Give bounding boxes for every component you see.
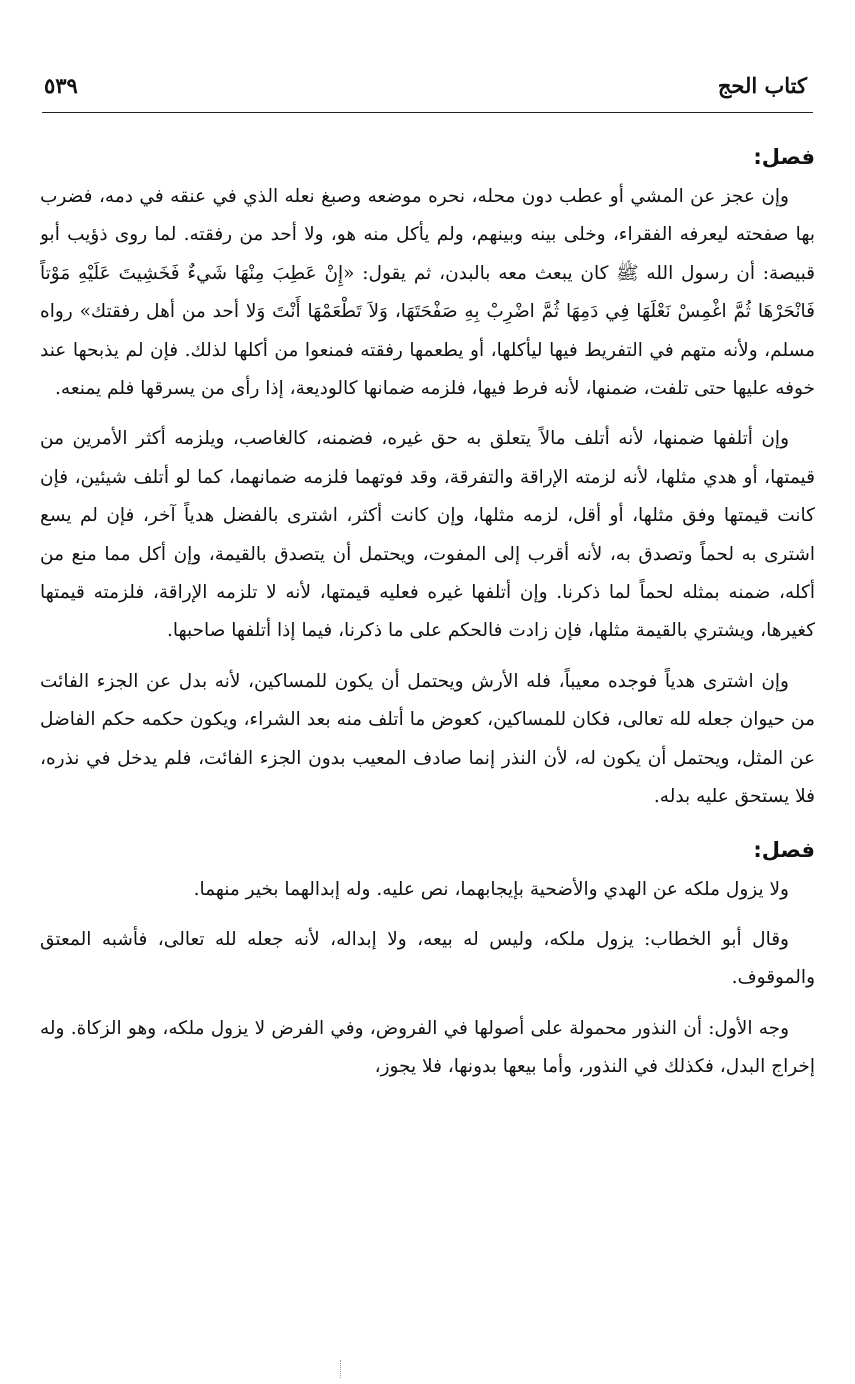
paragraph-4: ولا يزول ملكه عن الهدي والأضحية بإيجابهما، نص عليه. وله إبدالهما بخير منهما. (193, 878, 789, 900)
paragraph-3: وإن اشترى هدياً فوجده معيباً، فله الأرش ويحتمل أن يكون للمساكين، لأنه بدل عن الجزء الفائت من حيوان جعله لله تعالى، فكان للمساكين، كعوض ما أتلف منه بعد الشراء، ويكون حكمه حكم الفاضل عن المثل، ويحتمل أن يكون له، لأن النذر إنما صادف المعيب بدون الجزء الفائت، فلم يدخل في نذره، فلا يستحق عليه بدله. (40, 670, 815, 808)
paragraph-1: وإن عجز عن المشي أو عطب دون محله، نحره موضعه وصبغ نعله الذي في عنقه في دمه، فضرب بها صفحته ليعرفه الفقراء، وخلى بينه وبينهم، ولم يأكل منه هو، ولا أحد من رفقته. لما روى ذؤيب أبو قبيصة: أن رسول الله ﷺ كان يبعث معه بالبدن، ثم يقول: «إِنْ عَطِبَ مِنْهَا شَيءٌ فَخَشِيتَ عَلَيْهِ مَوْتاً فَانْحَرْهَا ثُمَّ اغْمِسْ نَعْلَهَا فِي دَمِهَا ثُمَّ اضْرِبْ بِهِ صَفْحَتَهَا، وَلاَ تَطْعَمْهَا أَنْتَ وَلا أحد من أهل رفقتك» رواه مسلم، ولأنه متهم في التفريط فيها ليأكلها، أو يطعمها رفقته فمنعوا من أكلها لذلك. فإن لم يذبحها عند خوفه عليها حتى تلفت، ضمنها، لأنه فرط فيها، فلزمه ضمانها كالوديعة، إذا رأى من يسرقها فلم يمنعه. (40, 186, 815, 400)
header-rule (42, 112, 813, 113)
page-header (44, 64, 807, 98)
section-heading-2: فصل: (753, 837, 815, 862)
section-heading: فصل: (753, 145, 815, 169)
page-number: ٥٣٩ (44, 73, 78, 98)
paragraph-2: وإن أتلفها ضمنها، لأنه أتلف مالاً يتعلق به حق غيره، فضمنه، كالغاصب، ويلزمه أكثر الأمرين من قيمتها، أو هدي مثلها، لأنه لزمته الإراقة والتفرقة، وقد فوتهما فلزمه ضمانهما، كما لو أتلف شيئين، فإن كانت قيمتها وفق مثلها، أو أقل، لزمه مثلها، وإن كانت أكثر، اشترى بالفضل هدياً آخر، فإن لم يسع اشترى به لحماً وتصدق به، لأنه أقرب إلى المفوت، ويحتمل أن يتصدق بالقيمة، وإن أكل مما منع من أكله، ضمنه بمثله لحماً لما ذكرنا. وإن أتلفها غيره فعليه قيمتها، لأنه لا تلزمه الإراقة، فلزمته قيمتها كغيرها، ويشتري بالقيمة مثلها، فإن زادت فالحكم على ما ذكرنا، فيما إذا أتلفها صاحبها. (40, 428, 815, 642)
page-body (40, 138, 815, 1354)
book-title: كتاب الحج (717, 73, 807, 98)
paragraph-6: وجه الأول: أن النذور محمولة على أصولها في الفروض، وفي الفرض لا يزول ملكه، وهو الزكاة. وله إخراج البدل، فكذلك في النذور، وأما بيعها بدونها، فلا يجوز، (40, 1017, 815, 1078)
paragraph-5: وقال أبو الخطاب: يزول ملكه، وليس له بيعه، ولا إبداله، لأنه جعله لله تعالى، فأشبه المعتق والموقوف. (40, 928, 815, 989)
scan-mark (340, 1360, 351, 1378)
